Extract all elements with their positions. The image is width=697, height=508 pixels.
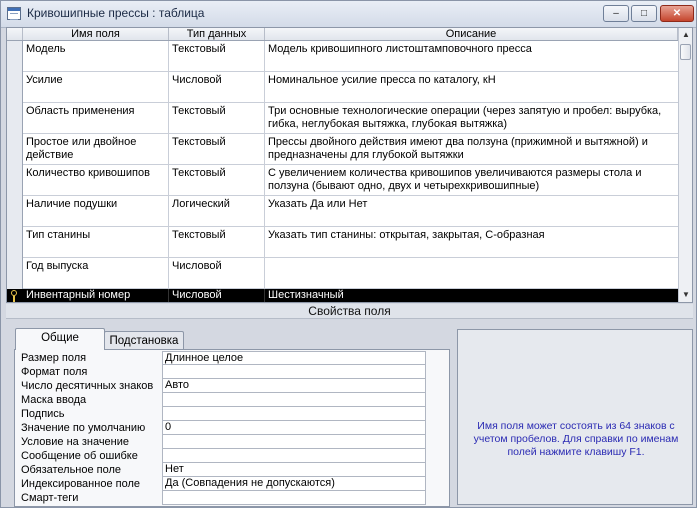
table-row[interactable] — [23, 41, 678, 72]
minimize-button[interactable]: – — [603, 5, 629, 22]
data-type-cell[interactable]: Числовой — [169, 258, 265, 288]
data-type-cell[interactable]: Числовой — [169, 72, 265, 102]
field-name-cell[interactable]: Модель — [23, 41, 169, 71]
description-cell[interactable]: Шестизначный — [268, 289, 344, 301]
field-name-cell[interactable]: Инвентарный номер — [23, 289, 169, 303]
table-icon — [7, 7, 21, 20]
description-cell[interactable]: Номинальное усилие пресса по каталогу, кН — [268, 74, 496, 86]
data-type-cell[interactable]: Текстовый — [169, 227, 265, 257]
primary-key-icon — [11, 290, 17, 296]
field-design-grid — [6, 27, 693, 303]
window-title: Кривошипные прессы : таблица — [27, 6, 205, 20]
data-type-cell[interactable]: Текстовый — [169, 103, 265, 133]
property-value-field[interactable]: Авто — [162, 379, 426, 393]
property-label: Значение по умолчанию — [21, 422, 146, 434]
grid-vertical-scrollbar[interactable] — [678, 28, 693, 302]
description-cell[interactable] — [265, 258, 678, 288]
grid-header — [7, 28, 678, 41]
field-name-cell[interactable]: Тип станины — [23, 227, 169, 257]
property-label: Сообщение об ошибке — [21, 450, 138, 462]
field-name-cell[interactable]: Наличие подушки — [23, 196, 169, 226]
property-label: Подпись — [21, 408, 65, 420]
data-type-cell[interactable]: Текстовый — [169, 165, 265, 195]
property-label: Условие на значение — [21, 436, 130, 448]
data-type-cell[interactable]: Текстовый — [169, 41, 265, 71]
table-row[interactable] — [23, 72, 678, 103]
property-value-field[interactable] — [162, 435, 426, 449]
title-bar[interactable] — [1, 1, 696, 28]
header-description[interactable]: Описание — [265, 28, 678, 40]
scroll-up-icon[interactable]: ▲ — [682, 30, 690, 39]
property-value-field[interactable] — [162, 393, 426, 407]
property-value-field[interactable]: Да (Совпадения не допускаются) — [162, 477, 426, 491]
description-cell[interactable]: Указать тип станины: открытая, закрытая, С-образная — [268, 229, 545, 241]
tab-general[interactable]: Общие — [15, 328, 105, 350]
row-selector-column[interactable] — [7, 41, 23, 303]
table-row-current[interactable] — [23, 289, 678, 303]
field-name-cell[interactable]: Год выпуска — [23, 258, 169, 288]
description-cell[interactable]: Указать Да или Нет — [268, 198, 368, 210]
property-label: Формат поля — [21, 366, 88, 378]
property-value-field[interactable]: 0 — [162, 421, 426, 435]
scroll-thumb[interactable] — [680, 44, 691, 60]
property-label: Размер поля — [21, 352, 87, 364]
header-selector — [7, 28, 23, 40]
data-type-cell[interactable]: Текстовый — [169, 134, 265, 164]
property-label: Маска ввода — [21, 394, 87, 406]
help-pane — [457, 329, 693, 505]
description-cell[interactable]: Прессы двойного действия имеют два ползуна (прижимной и вытяжной) и предназначены для глубокой вытяжки — [268, 136, 648, 161]
property-value-field[interactable] — [162, 407, 426, 421]
header-field-name[interactable]: Имя поля — [23, 28, 169, 40]
table-row[interactable] — [23, 258, 678, 289]
data-type-cell[interactable]: Логический — [169, 196, 265, 226]
property-value-field[interactable] — [162, 365, 426, 379]
general-properties-panel — [14, 349, 450, 507]
field-properties-title: Свойства поля — [6, 304, 693, 319]
table-row[interactable] — [23, 196, 678, 227]
header-data-type[interactable]: Тип данных — [169, 28, 265, 40]
table-row[interactable] — [23, 165, 678, 196]
close-button[interactable]: ✕ — [660, 5, 694, 22]
property-value-field[interactable]: Нет — [162, 463, 426, 477]
field-name-cell[interactable]: Простое или двойное действие — [23, 134, 169, 164]
maximize-button[interactable]: □ — [631, 5, 657, 22]
description-cell[interactable]: С увеличением количества кривошипов увеличиваются размеры стола и ползуна (бывают одно, двух и четырехкривошипные) — [268, 167, 642, 192]
field-name-cell[interactable]: Область применения — [23, 103, 169, 133]
property-label: Число десятичных знаков — [21, 380, 154, 392]
property-label: Обязательное поле — [21, 464, 122, 476]
tab-lookup[interactable]: Подстановка — [104, 331, 184, 350]
table-row[interactable] — [23, 103, 678, 134]
field-name-cell[interactable]: Количество кривошипов — [23, 165, 169, 195]
property-value-field[interactable]: Длинное целое — [162, 351, 426, 365]
table-row[interactable] — [23, 134, 678, 165]
property-label: Индексированное поле — [21, 478, 140, 490]
description-cell[interactable]: Три основные технологические операции (через запятую и пробел: вырубка, гибка, неглубокая вытяжка, глубокая вытяжка) — [268, 105, 662, 130]
table-row[interactable] — [23, 227, 678, 258]
field-name-cell[interactable]: Усилие — [23, 72, 169, 102]
scroll-down-icon[interactable]: ▼ — [682, 290, 690, 299]
description-cell[interactable]: Модель кривошипного листоштамповочного пресса — [268, 43, 532, 55]
current-row-selector[interactable] — [7, 289, 23, 303]
property-value-field[interactable] — [162, 491, 426, 505]
help-text: Имя поля может состоять из 64 знаков с учетом пробелов. Для справки по именам полей нажмите клавишу F1. — [473, 420, 679, 458]
property-value-field[interactable] — [162, 449, 426, 463]
data-type-cell[interactable]: Числовой — [169, 289, 265, 303]
property-label: Смарт-теги — [21, 492, 79, 504]
